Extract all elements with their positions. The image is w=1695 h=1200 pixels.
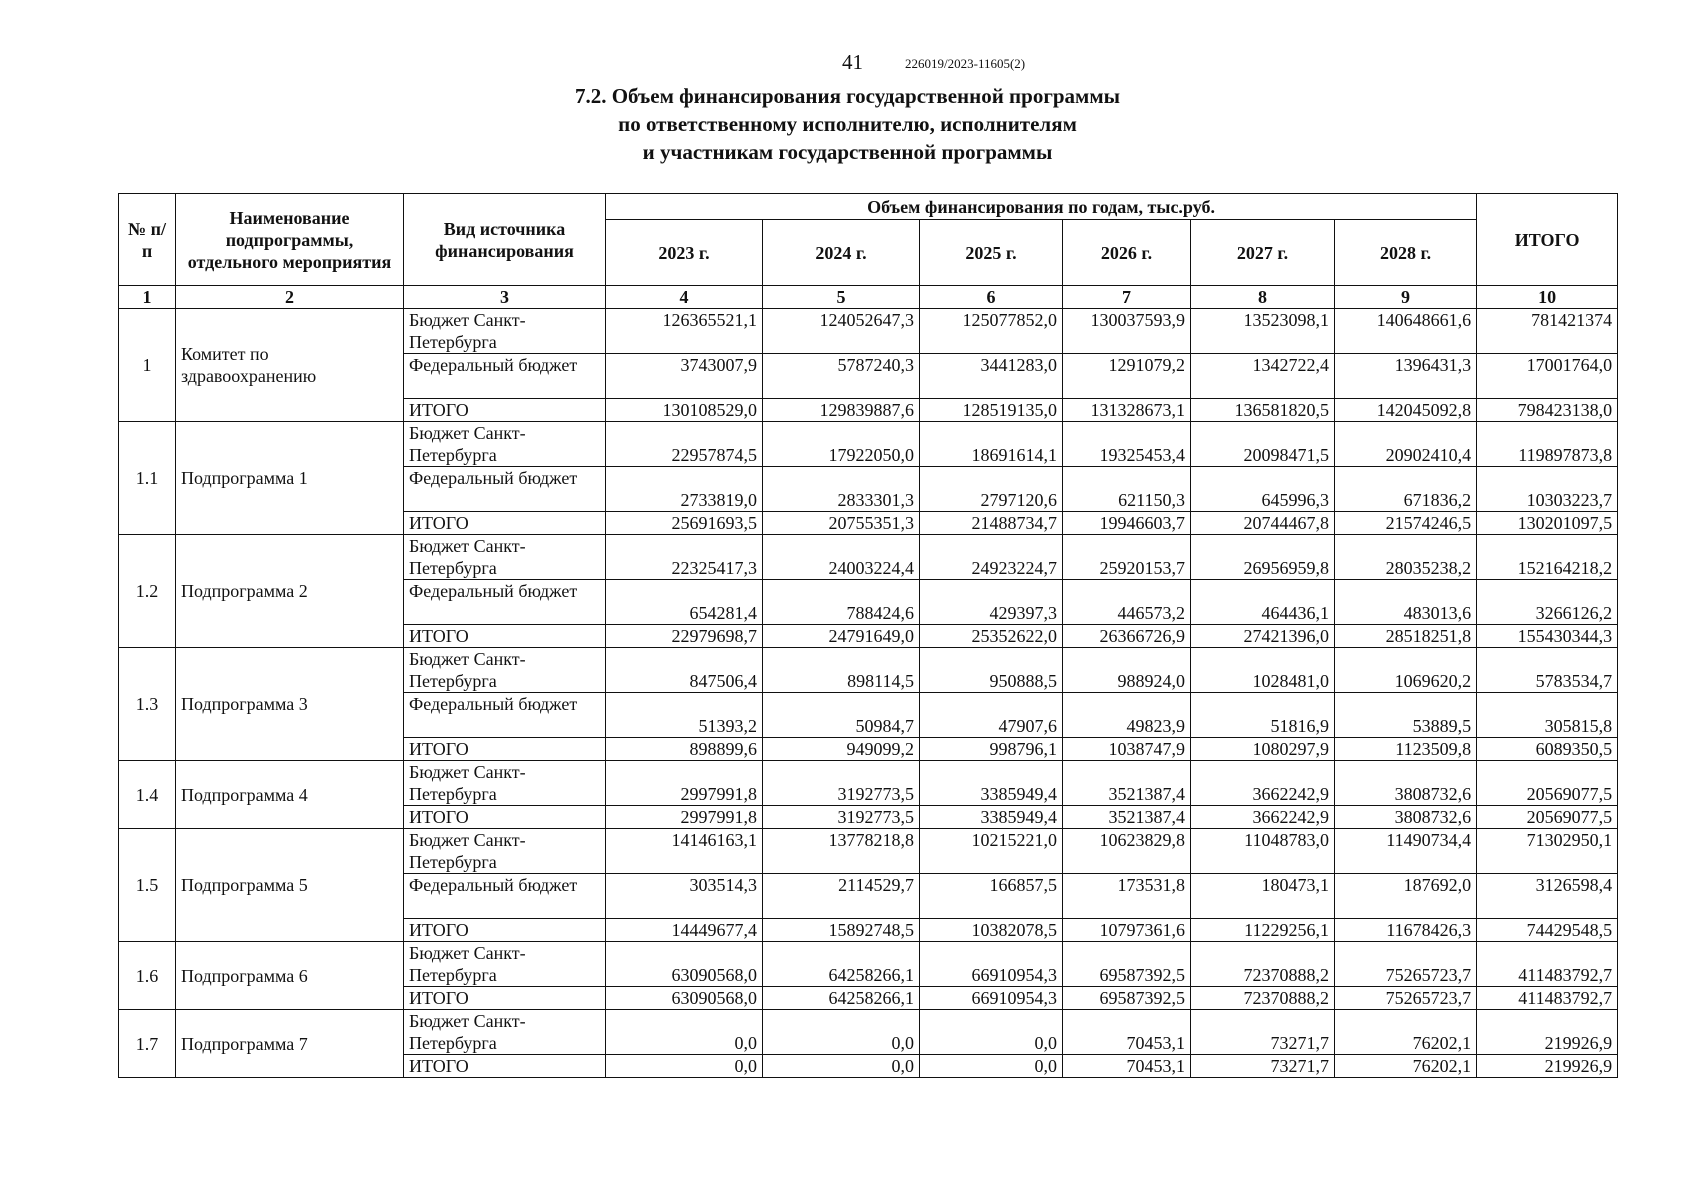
- year-value: 10797361,6: [1063, 919, 1191, 942]
- year-value: 2997991,8: [606, 806, 763, 829]
- year-value: 21574246,5: [1335, 512, 1477, 535]
- year-value: 3192773,5: [763, 761, 920, 806]
- year-value: 303514,3: [606, 874, 763, 919]
- year-value: 20902410,4: [1335, 422, 1477, 467]
- year-value: 0,0: [606, 1055, 763, 1078]
- year-value: 3385949,4: [920, 761, 1063, 806]
- year-value: 3521387,4: [1063, 806, 1191, 829]
- funding-source: Бюджет Санкт-Петербурга: [404, 422, 606, 467]
- year-value: 72370888,2: [1191, 942, 1335, 987]
- year-value: 124052647,3: [763, 309, 920, 354]
- year-value: 3662242,9: [1191, 806, 1335, 829]
- year-value: 11490734,4: [1335, 829, 1477, 874]
- year-value: 1038747,9: [1063, 738, 1191, 761]
- year-value: 66910954,3: [920, 987, 1063, 1010]
- subprogram-name: Подпрограмма 5: [176, 829, 404, 942]
- table-row: [119, 535, 1618, 580]
- year-value: 51393,2: [606, 693, 763, 738]
- header-year: 2028 г.: [1335, 220, 1477, 286]
- year-value: 22325417,3: [606, 535, 763, 580]
- table-row: [119, 829, 1618, 874]
- year-value: 64258266,1: [763, 987, 920, 1010]
- year-value: 788424,6: [763, 580, 920, 625]
- year-value: 1080297,9: [1191, 738, 1335, 761]
- year-value: 3808732,6: [1335, 761, 1477, 806]
- year-value: 429397,3: [920, 580, 1063, 625]
- year-value: 1396431,3: [1335, 354, 1477, 399]
- total-value: 20569077,5: [1477, 806, 1618, 829]
- year-value: 76202,1: [1335, 1010, 1477, 1055]
- year-value: 129839887,6: [763, 399, 920, 422]
- year-value: 50984,7: [763, 693, 920, 738]
- header-year: 2023 г.: [606, 220, 763, 286]
- row-number: 1.7: [119, 1010, 176, 1078]
- year-value: 20098471,5: [1191, 422, 1335, 467]
- total-value: 155430344,3: [1477, 625, 1618, 648]
- row-number: 1.1: [119, 422, 176, 535]
- total-value: 411483792,7: [1477, 987, 1618, 1010]
- total-value: 411483792,7: [1477, 942, 1618, 987]
- row-number: 1.6: [119, 942, 176, 1010]
- total-value: 219926,9: [1477, 1010, 1618, 1055]
- year-value: 1342722,4: [1191, 354, 1335, 399]
- year-value: 3808732,6: [1335, 806, 1477, 829]
- total-value: 130201097,5: [1477, 512, 1618, 535]
- year-value: 14146163,1: [606, 829, 763, 874]
- year-value: 47907,6: [920, 693, 1063, 738]
- year-value: 75265723,7: [1335, 987, 1477, 1010]
- year-value: 140648661,6: [1335, 309, 1477, 354]
- year-value: 72370888,2: [1191, 987, 1335, 1010]
- year-value: 131328673,1: [1063, 399, 1191, 422]
- funding-source: Бюджет Санкт-Петербурга: [404, 648, 606, 693]
- row-number: 1.2: [119, 535, 176, 648]
- column-number: 6: [920, 286, 1063, 309]
- total-value: 798423138,0: [1477, 399, 1618, 422]
- year-value: 3385949,4: [920, 806, 1063, 829]
- year-value: 0,0: [606, 1010, 763, 1055]
- table-row: [119, 648, 1618, 693]
- year-value: 28518251,8: [1335, 625, 1477, 648]
- year-value: 671836,2: [1335, 467, 1477, 512]
- year-value: 22957874,5: [606, 422, 763, 467]
- year-value: 2114529,7: [763, 874, 920, 919]
- year-value: 11048783,0: [1191, 829, 1335, 874]
- year-value: 66910954,3: [920, 942, 1063, 987]
- subprogram-name: Подпрограмма 1: [176, 422, 404, 535]
- total-value: 3266126,2: [1477, 580, 1618, 625]
- total-value: 781421374: [1477, 309, 1618, 354]
- year-value: 24923224,7: [920, 535, 1063, 580]
- year-value: 70453,1: [1063, 1010, 1191, 1055]
- year-value: 464436,1: [1191, 580, 1335, 625]
- year-value: 18691614,1: [920, 422, 1063, 467]
- year-value: 173531,8: [1063, 874, 1191, 919]
- year-value: 1123509,8: [1335, 738, 1477, 761]
- year-value: 898899,6: [606, 738, 763, 761]
- financing-table: [118, 193, 1618, 1078]
- row-number: 1.4: [119, 761, 176, 829]
- year-value: 26956959,8: [1191, 535, 1335, 580]
- funding-source: Бюджет Санкт-Петербурга: [404, 761, 606, 806]
- funding-source: Бюджет Санкт-Петербурга: [404, 942, 606, 987]
- total-value: 71302950,1: [1477, 829, 1618, 874]
- year-value: 3192773,5: [763, 806, 920, 829]
- year-value: 13523098,1: [1191, 309, 1335, 354]
- column-number: 7: [1063, 286, 1191, 309]
- funding-source: Федеральный бюджет: [404, 693, 606, 738]
- header-year: 2024 г.: [763, 220, 920, 286]
- year-value: 64258266,1: [763, 942, 920, 987]
- year-value: 5787240,3: [763, 354, 920, 399]
- title-line: по ответственному исполнителю, исполнителям: [618, 112, 1077, 136]
- page-title: [0, 82, 1695, 166]
- funding-source: Федеральный бюджет: [404, 354, 606, 399]
- year-value: 3521387,4: [1063, 761, 1191, 806]
- funding-source: Бюджет Санкт-Петербурга: [404, 1010, 606, 1055]
- column-number-row: [119, 286, 1618, 309]
- total-value: 5783534,7: [1477, 648, 1618, 693]
- year-value: 125077852,0: [920, 309, 1063, 354]
- year-value: 483013,6: [1335, 580, 1477, 625]
- year-value: 166857,5: [920, 874, 1063, 919]
- year-value: 988924,0: [1063, 648, 1191, 693]
- year-value: 20755351,3: [763, 512, 920, 535]
- year-value: 187692,0: [1335, 874, 1477, 919]
- total-value: 119897873,8: [1477, 422, 1618, 467]
- funding-source: ИТОГО: [404, 399, 606, 422]
- column-number: 4: [606, 286, 763, 309]
- year-value: 126365521,1: [606, 309, 763, 354]
- year-value: 3441283,0: [920, 354, 1063, 399]
- year-value: 73271,7: [1191, 1010, 1335, 1055]
- column-number: 8: [1191, 286, 1335, 309]
- year-value: 76202,1: [1335, 1055, 1477, 1078]
- year-value: 847506,4: [606, 648, 763, 693]
- column-number: 9: [1335, 286, 1477, 309]
- total-value: 74429548,5: [1477, 919, 1618, 942]
- funding-source: Федеральный бюджет: [404, 467, 606, 512]
- funding-source: ИТОГО: [404, 738, 606, 761]
- year-value: 73271,7: [1191, 1055, 1335, 1078]
- funding-source: ИТОГО: [404, 512, 606, 535]
- year-value: 19325453,4: [1063, 422, 1191, 467]
- year-value: 898114,5: [763, 648, 920, 693]
- year-value: 998796,1: [920, 738, 1063, 761]
- year-value: 69587392,5: [1063, 942, 1191, 987]
- year-value: 136581820,5: [1191, 399, 1335, 422]
- funding-source: Бюджет Санкт-Петербурга: [404, 535, 606, 580]
- year-value: 69587392,5: [1063, 987, 1191, 1010]
- year-value: 49823,9: [1063, 693, 1191, 738]
- year-value: 10215221,0: [920, 829, 1063, 874]
- year-value: 2733819,0: [606, 467, 763, 512]
- column-number: 1: [119, 286, 176, 309]
- subprogram-name: Подпрограмма 4: [176, 761, 404, 829]
- total-value: 305815,8: [1477, 693, 1618, 738]
- year-value: 1069620,2: [1335, 648, 1477, 693]
- total-value: 152164218,2: [1477, 535, 1618, 580]
- year-value: 63090568,0: [606, 987, 763, 1010]
- funding-source: ИТОГО: [404, 806, 606, 829]
- year-value: 25352622,0: [920, 625, 1063, 648]
- funding-source: Бюджет Санкт-Петербурга: [404, 829, 606, 874]
- year-value: 10382078,5: [920, 919, 1063, 942]
- year-value: 11229256,1: [1191, 919, 1335, 942]
- year-value: 10623829,8: [1063, 829, 1191, 874]
- year-value: 180473,1: [1191, 874, 1335, 919]
- year-value: 1028481,0: [1191, 648, 1335, 693]
- subprogram-name: Подпрограмма 6: [176, 942, 404, 1010]
- year-value: 63090568,0: [606, 942, 763, 987]
- year-value: 75265723,7: [1335, 942, 1477, 987]
- column-number: 10: [1477, 286, 1618, 309]
- year-value: 950888,5: [920, 648, 1063, 693]
- year-value: 0,0: [920, 1055, 1063, 1078]
- year-value: 24791649,0: [763, 625, 920, 648]
- year-value: 15892748,5: [763, 919, 920, 942]
- year-value: 0,0: [920, 1010, 1063, 1055]
- year-value: 28035238,2: [1335, 535, 1477, 580]
- year-value: 654281,4: [606, 580, 763, 625]
- title-line: 7.2. Объем финансирования государственной программы: [574, 84, 1121, 108]
- year-value: 14449677,4: [606, 919, 763, 942]
- year-value: 645996,3: [1191, 467, 1335, 512]
- year-value: 130108529,0: [606, 399, 763, 422]
- row-number: 1.5: [119, 829, 176, 942]
- year-value: 3662242,9: [1191, 761, 1335, 806]
- table-body: [119, 309, 1618, 1078]
- year-value: 2833301,3: [763, 467, 920, 512]
- year-value: 3743007,9: [606, 354, 763, 399]
- total-value: 20569077,5: [1477, 761, 1618, 806]
- column-number: 2: [176, 286, 404, 309]
- row-number: 1: [119, 309, 176, 422]
- page-number: 41: [842, 50, 863, 74]
- year-value: 51816,9: [1191, 693, 1335, 738]
- column-number: 5: [763, 286, 920, 309]
- year-value: 17922050,0: [763, 422, 920, 467]
- total-value: 6089350,5: [1477, 738, 1618, 761]
- year-value: 128519135,0: [920, 399, 1063, 422]
- table-row: [119, 309, 1618, 354]
- funding-source: Федеральный бюджет: [404, 580, 606, 625]
- year-value: 2797120,6: [920, 467, 1063, 512]
- table-row: [119, 422, 1618, 467]
- header-years-group: Объем финансирования по годам, тыс.руб.: [606, 194, 1477, 220]
- year-value: 13778218,8: [763, 829, 920, 874]
- header-total: ИТОГО: [1477, 194, 1618, 286]
- funding-source: ИТОГО: [404, 987, 606, 1010]
- row-number: 1.3: [119, 648, 176, 761]
- year-value: 130037593,9: [1063, 309, 1191, 354]
- year-value: 11678426,3: [1335, 919, 1477, 942]
- header-year: 2027 г.: [1191, 220, 1335, 286]
- year-value: 0,0: [763, 1010, 920, 1055]
- year-value: 621150,3: [1063, 467, 1191, 512]
- year-value: 2997991,8: [606, 761, 763, 806]
- column-number: 3: [404, 286, 606, 309]
- subprogram-name: Подпрограмма 3: [176, 648, 404, 761]
- table-row: [119, 761, 1618, 806]
- table-row: [119, 942, 1618, 987]
- year-value: 26366726,9: [1063, 625, 1191, 648]
- total-value: 10303223,7: [1477, 467, 1618, 512]
- year-value: 70453,1: [1063, 1055, 1191, 1078]
- year-value: 25920153,7: [1063, 535, 1191, 580]
- year-value: 22979698,7: [606, 625, 763, 648]
- header-year: 2025 г.: [920, 220, 1063, 286]
- year-value: 24003224,4: [763, 535, 920, 580]
- header-num: № п/п: [119, 194, 176, 286]
- funding-source: ИТОГО: [404, 1055, 606, 1078]
- header-name: Наименование подпрограммы, отдельного мероприятия: [176, 194, 404, 286]
- funding-source: Федеральный бюджет: [404, 874, 606, 919]
- table-row: [119, 1010, 1618, 1055]
- year-value: 19946603,7: [1063, 512, 1191, 535]
- funding-source: ИТОГО: [404, 625, 606, 648]
- year-value: 20744467,8: [1191, 512, 1335, 535]
- header-source: Вид источника финансирования: [404, 194, 606, 286]
- header-year: 2026 г.: [1063, 220, 1191, 286]
- total-value: 219926,9: [1477, 1055, 1618, 1078]
- year-value: 27421396,0: [1191, 625, 1335, 648]
- year-value: 446573,2: [1063, 580, 1191, 625]
- year-value: 21488734,7: [920, 512, 1063, 535]
- subprogram-name: Подпрограмма 7: [176, 1010, 404, 1078]
- subprogram-name: Подпрограмма 2: [176, 535, 404, 648]
- year-value: 53889,5: [1335, 693, 1477, 738]
- subprogram-name: Комитет по здравоохранению: [176, 309, 404, 422]
- year-value: 1291079,2: [1063, 354, 1191, 399]
- year-value: 949099,2: [763, 738, 920, 761]
- funding-source: ИТОГО: [404, 919, 606, 942]
- title-line: и участникам государственной программы: [642, 140, 1053, 164]
- year-value: 25691693,5: [606, 512, 763, 535]
- year-value: 142045092,8: [1335, 399, 1477, 422]
- total-value: 3126598,4: [1477, 874, 1618, 919]
- year-value: 0,0: [763, 1055, 920, 1078]
- document-id: 226019/2023-11605(2): [905, 56, 1026, 71]
- funding-source: Бюджет Санкт-Петербурга: [404, 309, 606, 354]
- total-value: 17001764,0: [1477, 354, 1618, 399]
